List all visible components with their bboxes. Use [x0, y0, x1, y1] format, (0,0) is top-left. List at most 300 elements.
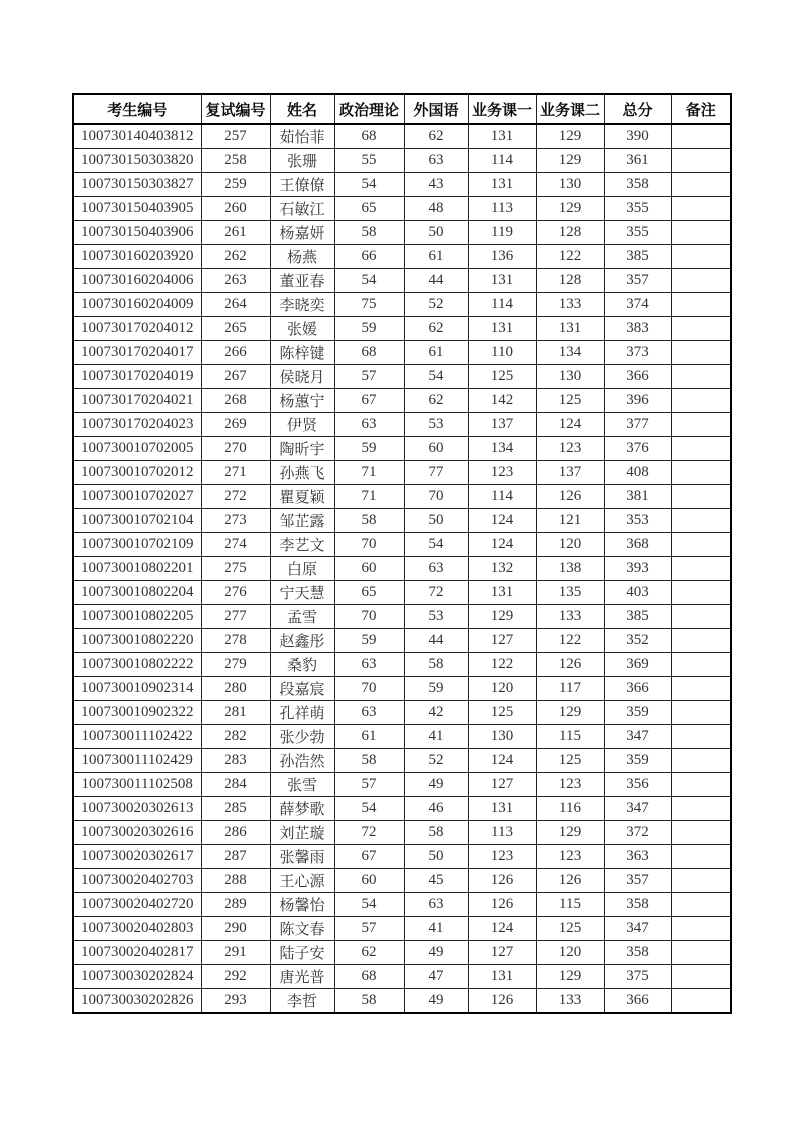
- column-header-name: 姓名: [270, 94, 334, 124]
- table-row: [73, 869, 731, 893]
- cell-total-score: 373: [604, 341, 671, 365]
- column-header-politics-theory: 政治理论: [334, 94, 404, 124]
- cell-course-1: 134: [468, 437, 536, 461]
- cell-total-score: 357: [604, 869, 671, 893]
- cell-retest-no: 283: [201, 749, 270, 773]
- column-header-course-1: 业务课一: [468, 94, 536, 124]
- cell-foreign-language: 59: [404, 677, 468, 701]
- cell-name: 桑豹: [270, 653, 334, 677]
- cell-course-1: 125: [468, 701, 536, 725]
- table-row: [73, 773, 731, 797]
- cell-remarks: [671, 701, 731, 725]
- cell-course-2: 137: [536, 461, 604, 485]
- cell-course-2: 117: [536, 677, 604, 701]
- cell-foreign-language: 60: [404, 437, 468, 461]
- cell-candidate-no: 100730010702109: [73, 533, 201, 557]
- cell-retest-no: 284: [201, 773, 270, 797]
- cell-name: 唐光普: [270, 965, 334, 989]
- cell-foreign-language: 44: [404, 269, 468, 293]
- cell-remarks: [671, 557, 731, 581]
- cell-course-2: 129: [536, 965, 604, 989]
- cell-foreign-language: 70: [404, 485, 468, 509]
- cell-course-1: 125: [468, 365, 536, 389]
- cell-total-score: 359: [604, 701, 671, 725]
- cell-total-score: 358: [604, 941, 671, 965]
- cell-course-2: 131: [536, 317, 604, 341]
- cell-total-score: 366: [604, 989, 671, 1014]
- cell-candidate-no: 100730011102422: [73, 725, 201, 749]
- cell-politics-theory: 58: [334, 509, 404, 533]
- cell-total-score: 358: [604, 893, 671, 917]
- cell-politics-theory: 71: [334, 485, 404, 509]
- cell-course-1: 113: [468, 197, 536, 221]
- cell-candidate-no: 100730020402703: [73, 869, 201, 893]
- table-row: [73, 173, 731, 197]
- cell-total-score: 359: [604, 749, 671, 773]
- cell-foreign-language: 62: [404, 317, 468, 341]
- cell-politics-theory: 59: [334, 437, 404, 461]
- cell-politics-theory: 57: [334, 365, 404, 389]
- column-header-total-score: 总分: [604, 94, 671, 124]
- table-row: [73, 965, 731, 989]
- cell-candidate-no: 100730010902314: [73, 677, 201, 701]
- cell-total-score: 372: [604, 821, 671, 845]
- cell-remarks: [671, 197, 731, 221]
- cell-foreign-language: 50: [404, 845, 468, 869]
- cell-politics-theory: 54: [334, 893, 404, 917]
- cell-remarks: [671, 869, 731, 893]
- cell-politics-theory: 57: [334, 917, 404, 941]
- cell-politics-theory: 62: [334, 941, 404, 965]
- cell-retest-no: 290: [201, 917, 270, 941]
- cell-total-score: 363: [604, 845, 671, 869]
- cell-candidate-no: 100730020302616: [73, 821, 201, 845]
- cell-retest-no: 269: [201, 413, 270, 437]
- cell-retest-no: 262: [201, 245, 270, 269]
- cell-course-2: 123: [536, 845, 604, 869]
- cell-politics-theory: 70: [334, 605, 404, 629]
- cell-retest-no: 293: [201, 989, 270, 1014]
- table-row: [73, 581, 731, 605]
- cell-name: 瞿夏颖: [270, 485, 334, 509]
- cell-name: 张馨雨: [270, 845, 334, 869]
- table-row: [73, 389, 731, 413]
- cell-politics-theory: 54: [334, 173, 404, 197]
- cell-course-2: 133: [536, 605, 604, 629]
- cell-name: 侯晓月: [270, 365, 334, 389]
- cell-politics-theory: 58: [334, 221, 404, 245]
- cell-course-1: 120: [468, 677, 536, 701]
- cell-name: 赵鑫彤: [270, 629, 334, 653]
- cell-total-score: 347: [604, 725, 671, 749]
- cell-foreign-language: 41: [404, 725, 468, 749]
- cell-retest-no: 286: [201, 821, 270, 845]
- cell-course-2: 124: [536, 413, 604, 437]
- cell-foreign-language: 44: [404, 629, 468, 653]
- cell-foreign-language: 63: [404, 893, 468, 917]
- cell-course-2: 129: [536, 124, 604, 149]
- cell-total-score: 374: [604, 293, 671, 317]
- cell-foreign-language: 61: [404, 245, 468, 269]
- cell-foreign-language: 62: [404, 124, 468, 149]
- cell-course-2: 122: [536, 245, 604, 269]
- cell-retest-no: 281: [201, 701, 270, 725]
- cell-course-2: 125: [536, 917, 604, 941]
- cell-remarks: [671, 653, 731, 677]
- cell-candidate-no: 100730010702005: [73, 437, 201, 461]
- cell-politics-theory: 60: [334, 869, 404, 893]
- cell-remarks: [671, 461, 731, 485]
- cell-candidate-no: 100730020302613: [73, 797, 201, 821]
- cell-total-score: 381: [604, 485, 671, 509]
- table-row: [73, 725, 731, 749]
- cell-name: 陈文春: [270, 917, 334, 941]
- cell-course-2: 135: [536, 581, 604, 605]
- table-row: [73, 221, 731, 245]
- cell-foreign-language: 49: [404, 941, 468, 965]
- cell-remarks: [671, 509, 731, 533]
- cell-retest-no: 285: [201, 797, 270, 821]
- cell-retest-no: 266: [201, 341, 270, 365]
- cell-course-1: 123: [468, 461, 536, 485]
- cell-course-1: 110: [468, 341, 536, 365]
- cell-name: 王心源: [270, 869, 334, 893]
- cell-candidate-no: 100730010802220: [73, 629, 201, 653]
- cell-politics-theory: 65: [334, 197, 404, 221]
- cell-retest-no: 272: [201, 485, 270, 509]
- cell-candidate-no: 100730170204023: [73, 413, 201, 437]
- cell-course-2: 123: [536, 773, 604, 797]
- cell-remarks: [671, 605, 731, 629]
- cell-retest-no: 270: [201, 437, 270, 461]
- cell-retest-no: 288: [201, 869, 270, 893]
- table-row: [73, 605, 731, 629]
- cell-course-2: 129: [536, 149, 604, 173]
- cell-course-2: 130: [536, 173, 604, 197]
- cell-course-1: 131: [468, 317, 536, 341]
- cell-course-1: 136: [468, 245, 536, 269]
- cell-remarks: [671, 581, 731, 605]
- cell-course-1: 126: [468, 989, 536, 1014]
- cell-politics-theory: 63: [334, 701, 404, 725]
- cell-course-2: 133: [536, 989, 604, 1014]
- cell-retest-no: 273: [201, 509, 270, 533]
- cell-foreign-language: 48: [404, 197, 468, 221]
- cell-retest-no: 280: [201, 677, 270, 701]
- cell-foreign-language: 58: [404, 653, 468, 677]
- cell-politics-theory: 72: [334, 821, 404, 845]
- table-row: [73, 413, 731, 437]
- cell-foreign-language: 72: [404, 581, 468, 605]
- table-body: [73, 124, 731, 1013]
- table-row: [73, 437, 731, 461]
- cell-course-1: 131: [468, 797, 536, 821]
- cell-name: 孙浩然: [270, 749, 334, 773]
- cell-course-1: 127: [468, 941, 536, 965]
- cell-politics-theory: 55: [334, 149, 404, 173]
- cell-candidate-no: 100730010702012: [73, 461, 201, 485]
- cell-foreign-language: 43: [404, 173, 468, 197]
- cell-foreign-language: 49: [404, 989, 468, 1014]
- cell-name: 刘芷璇: [270, 821, 334, 845]
- cell-retest-no: 282: [201, 725, 270, 749]
- cell-remarks: [671, 821, 731, 845]
- cell-retest-no: 271: [201, 461, 270, 485]
- cell-course-1: 127: [468, 629, 536, 653]
- cell-politics-theory: 54: [334, 797, 404, 821]
- cell-name: 张珊: [270, 149, 334, 173]
- table-row: [73, 845, 731, 869]
- cell-course-2: 129: [536, 821, 604, 845]
- table-row: [73, 941, 731, 965]
- cell-total-score: 383: [604, 317, 671, 341]
- cell-course-1: 127: [468, 773, 536, 797]
- cell-total-score: 366: [604, 365, 671, 389]
- cell-total-score: 347: [604, 797, 671, 821]
- cell-retest-no: 275: [201, 557, 270, 581]
- cell-politics-theory: 61: [334, 725, 404, 749]
- cell-remarks: [671, 365, 731, 389]
- table-row: [73, 293, 731, 317]
- cell-foreign-language: 58: [404, 821, 468, 845]
- table-row: [73, 461, 731, 485]
- cell-candidate-no: 100730160203920: [73, 245, 201, 269]
- cell-candidate-no: 100730010802222: [73, 653, 201, 677]
- table-row: [73, 653, 731, 677]
- cell-foreign-language: 53: [404, 413, 468, 437]
- table-row: [73, 124, 731, 149]
- cell-name: 王僚僚: [270, 173, 334, 197]
- cell-course-1: 142: [468, 389, 536, 413]
- column-header-remarks: 备注: [671, 94, 731, 124]
- table-row: [73, 677, 731, 701]
- cell-retest-no: 257: [201, 124, 270, 149]
- cell-candidate-no: 100730020402803: [73, 917, 201, 941]
- cell-politics-theory: 70: [334, 677, 404, 701]
- cell-course-1: 114: [468, 485, 536, 509]
- cell-remarks: [671, 629, 731, 653]
- cell-course-2: 129: [536, 197, 604, 221]
- header-row: [73, 94, 731, 124]
- cell-name: 茹怡菲: [270, 124, 334, 149]
- cell-name: 孔祥萌: [270, 701, 334, 725]
- cell-politics-theory: 71: [334, 461, 404, 485]
- cell-candidate-no: 100730010702104: [73, 509, 201, 533]
- table-row: [73, 629, 731, 653]
- cell-course-1: 131: [468, 124, 536, 149]
- column-header-foreign-language: 外国语: [404, 94, 468, 124]
- table-row: [73, 533, 731, 557]
- cell-politics-theory: 58: [334, 989, 404, 1014]
- cell-total-score: 390: [604, 124, 671, 149]
- table-row: [73, 485, 731, 509]
- cell-candidate-no: 100730140403812: [73, 124, 201, 149]
- cell-retest-no: 263: [201, 269, 270, 293]
- cell-course-1: 129: [468, 605, 536, 629]
- cell-foreign-language: 53: [404, 605, 468, 629]
- cell-politics-theory: 65: [334, 581, 404, 605]
- cell-total-score: 375: [604, 965, 671, 989]
- cell-name: 宁天慧: [270, 581, 334, 605]
- cell-total-score: 355: [604, 197, 671, 221]
- cell-candidate-no: 100730170204012: [73, 317, 201, 341]
- cell-total-score: 356: [604, 773, 671, 797]
- cell-candidate-no: 100730011102429: [73, 749, 201, 773]
- cell-remarks: [671, 173, 731, 197]
- cell-retest-no: 261: [201, 221, 270, 245]
- cell-foreign-language: 46: [404, 797, 468, 821]
- cell-candidate-no: 100730150403906: [73, 221, 201, 245]
- table-row: [73, 821, 731, 845]
- cell-course-2: 122: [536, 629, 604, 653]
- cell-name: 伊贤: [270, 413, 334, 437]
- cell-foreign-language: 63: [404, 557, 468, 581]
- cell-course-2: 125: [536, 749, 604, 773]
- cell-retest-no: 276: [201, 581, 270, 605]
- cell-foreign-language: 50: [404, 221, 468, 245]
- cell-remarks: [671, 965, 731, 989]
- cell-remarks: [671, 773, 731, 797]
- cell-course-2: 134: [536, 341, 604, 365]
- cell-candidate-no: 100730010802204: [73, 581, 201, 605]
- cell-retest-no: 259: [201, 173, 270, 197]
- table-row: [73, 245, 731, 269]
- cell-remarks: [671, 485, 731, 509]
- cell-remarks: [671, 749, 731, 773]
- cell-politics-theory: 58: [334, 749, 404, 773]
- cell-course-1: 137: [468, 413, 536, 437]
- cell-politics-theory: 70: [334, 533, 404, 557]
- cell-course-2: 128: [536, 269, 604, 293]
- cell-politics-theory: 54: [334, 269, 404, 293]
- cell-course-1: 131: [468, 581, 536, 605]
- cell-candidate-no: 100730160204009: [73, 293, 201, 317]
- cell-candidate-no: 100730020302617: [73, 845, 201, 869]
- table-row: [73, 797, 731, 821]
- cell-name: 张媛: [270, 317, 334, 341]
- cell-remarks: [671, 989, 731, 1014]
- cell-course-1: 124: [468, 917, 536, 941]
- cell-remarks: [671, 221, 731, 245]
- cell-course-1: 131: [468, 269, 536, 293]
- cell-politics-theory: 57: [334, 773, 404, 797]
- cell-course-1: 130: [468, 725, 536, 749]
- cell-candidate-no: 100730010902322: [73, 701, 201, 725]
- cell-retest-no: 278: [201, 629, 270, 653]
- cell-name: 杨燕: [270, 245, 334, 269]
- cell-course-2: 138: [536, 557, 604, 581]
- cell-course-2: 129: [536, 701, 604, 725]
- cell-name: 薛梦歌: [270, 797, 334, 821]
- cell-course-1: 114: [468, 149, 536, 173]
- cell-foreign-language: 45: [404, 869, 468, 893]
- column-header-candidate-no: 考生编号: [73, 94, 201, 124]
- cell-foreign-language: 42: [404, 701, 468, 725]
- cell-name: 孙燕飞: [270, 461, 334, 485]
- cell-total-score: 385: [604, 245, 671, 269]
- cell-course-1: 124: [468, 749, 536, 773]
- cell-course-1: 122: [468, 653, 536, 677]
- table-row: [73, 197, 731, 221]
- cell-course-2: 116: [536, 797, 604, 821]
- cell-course-1: 124: [468, 509, 536, 533]
- table-row: [73, 269, 731, 293]
- cell-remarks: [671, 893, 731, 917]
- cell-total-score: 369: [604, 653, 671, 677]
- cell-remarks: [671, 917, 731, 941]
- cell-name: 段嘉宸: [270, 677, 334, 701]
- cell-remarks: [671, 317, 731, 341]
- cell-course-2: 133: [536, 293, 604, 317]
- cell-course-2: 125: [536, 389, 604, 413]
- cell-total-score: 408: [604, 461, 671, 485]
- cell-retest-no: 258: [201, 149, 270, 173]
- cell-remarks: [671, 437, 731, 461]
- cell-total-score: 347: [604, 917, 671, 941]
- cell-course-2: 120: [536, 533, 604, 557]
- cell-candidate-no: 100730160204006: [73, 269, 201, 293]
- cell-politics-theory: 67: [334, 845, 404, 869]
- cell-remarks: [671, 413, 731, 437]
- cell-course-2: 123: [536, 437, 604, 461]
- table-row: [73, 317, 731, 341]
- cell-remarks: [671, 797, 731, 821]
- cell-retest-no: 292: [201, 965, 270, 989]
- cell-candidate-no: 100730170204017: [73, 341, 201, 365]
- cell-course-1: 131: [468, 965, 536, 989]
- cell-candidate-no: 100730010702027: [73, 485, 201, 509]
- cell-foreign-language: 50: [404, 509, 468, 533]
- cell-remarks: [671, 389, 731, 413]
- cell-total-score: 352: [604, 629, 671, 653]
- column-header-retest-no: 复试编号: [201, 94, 270, 124]
- cell-total-score: 366: [604, 677, 671, 701]
- cell-course-1: 126: [468, 893, 536, 917]
- cell-candidate-no: 100730010802205: [73, 605, 201, 629]
- cell-retest-no: 264: [201, 293, 270, 317]
- cell-remarks: [671, 269, 731, 293]
- cell-foreign-language: 54: [404, 533, 468, 557]
- cell-course-1: 131: [468, 173, 536, 197]
- table-row: [73, 149, 731, 173]
- table-row: [73, 989, 731, 1014]
- cell-candidate-no: 100730170204019: [73, 365, 201, 389]
- cell-foreign-language: 41: [404, 917, 468, 941]
- cell-retest-no: 260: [201, 197, 270, 221]
- cell-candidate-no: 100730010802201: [73, 557, 201, 581]
- cell-course-1: 123: [468, 845, 536, 869]
- score-table: [72, 93, 732, 1014]
- cell-remarks: [671, 245, 731, 269]
- cell-foreign-language: 77: [404, 461, 468, 485]
- cell-remarks: [671, 533, 731, 557]
- cell-politics-theory: 59: [334, 317, 404, 341]
- cell-total-score: 368: [604, 533, 671, 557]
- cell-course-2: 121: [536, 509, 604, 533]
- cell-foreign-language: 63: [404, 149, 468, 173]
- cell-name: 杨嘉妍: [270, 221, 334, 245]
- cell-name: 孟雪: [270, 605, 334, 629]
- cell-course-2: 115: [536, 893, 604, 917]
- cell-politics-theory: 75: [334, 293, 404, 317]
- table-row: [73, 917, 731, 941]
- cell-foreign-language: 52: [404, 749, 468, 773]
- cell-foreign-language: 49: [404, 773, 468, 797]
- cell-name: 张雪: [270, 773, 334, 797]
- cell-name: 李艺文: [270, 533, 334, 557]
- cell-total-score: 357: [604, 269, 671, 293]
- cell-foreign-language: 47: [404, 965, 468, 989]
